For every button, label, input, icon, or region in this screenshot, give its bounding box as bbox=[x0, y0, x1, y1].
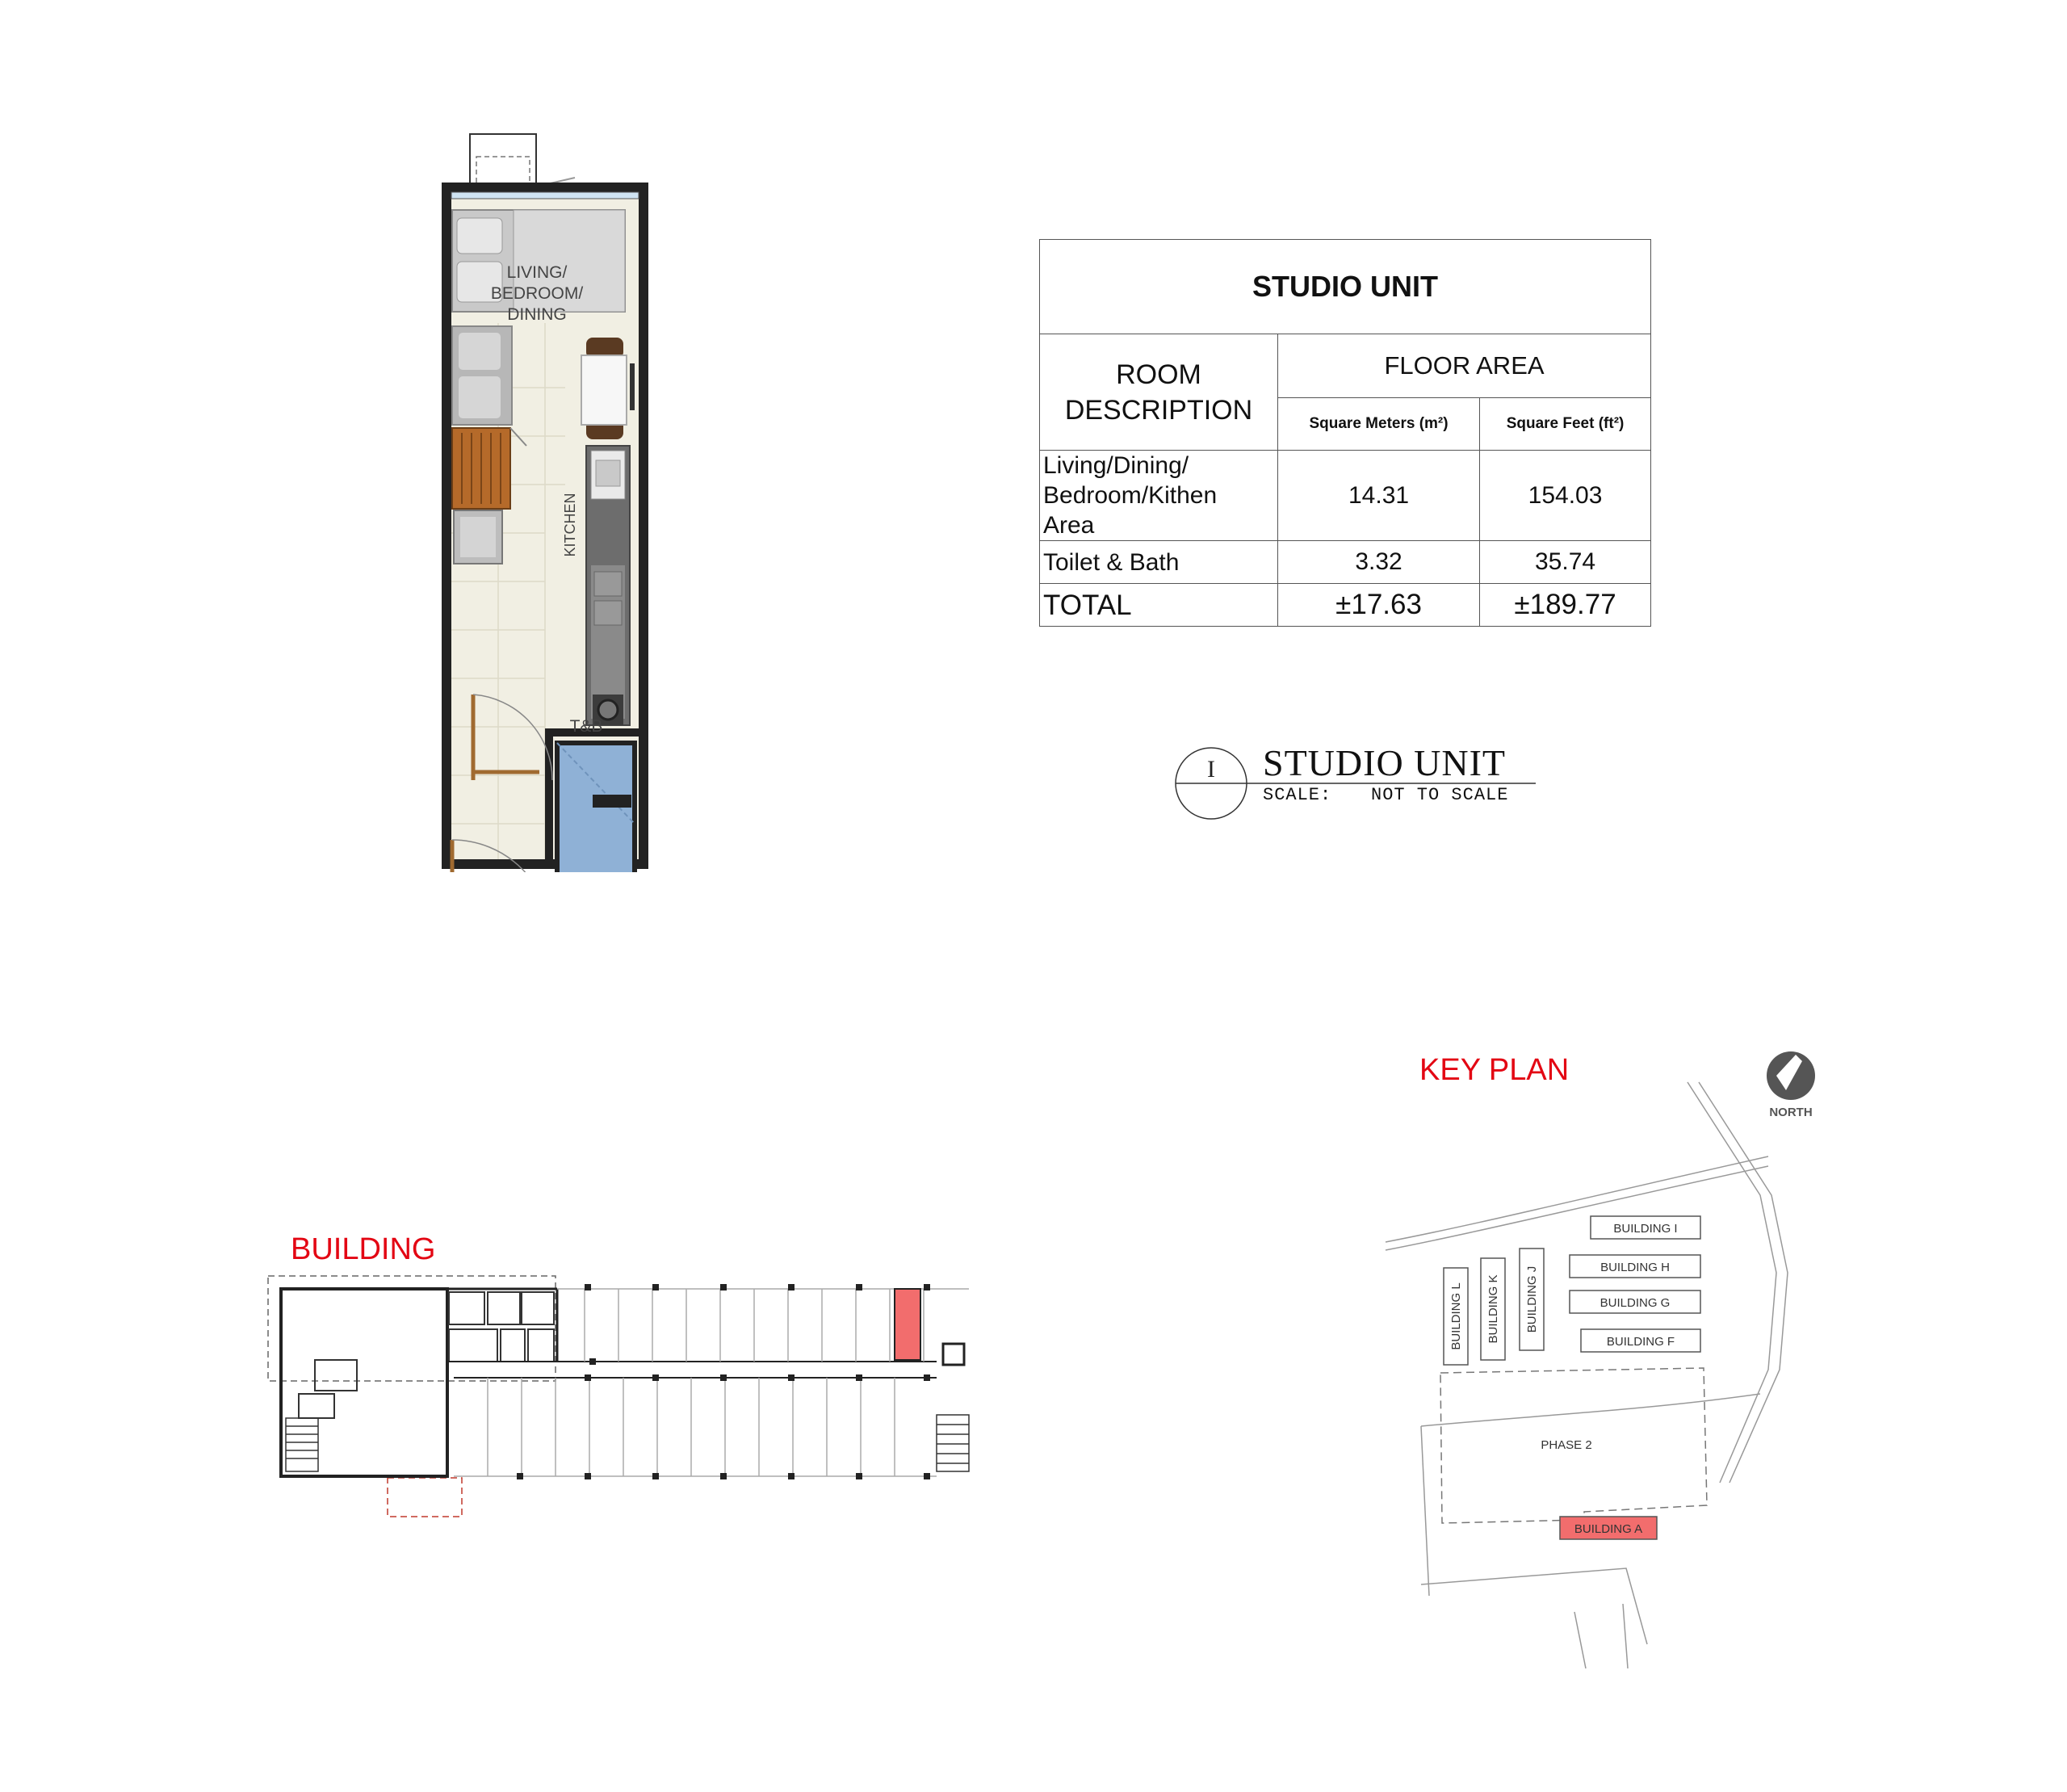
room-description-line-2: DESCRIPTION bbox=[1064, 394, 1253, 426]
area-table bbox=[1039, 239, 1651, 627]
key-building-g: BUILDING G bbox=[1600, 1296, 1671, 1310]
key-plan-map bbox=[1381, 1047, 1833, 1677]
highlighted-unit bbox=[895, 1289, 920, 1360]
row-description: Toilet & Bath bbox=[1040, 541, 1278, 584]
row-description-line-2: Bedroom/Kithen bbox=[1043, 482, 1218, 509]
room-label-living-2: BEDROOM/ bbox=[490, 284, 584, 303]
row-description-line-1: Living/Dining/ bbox=[1043, 452, 1189, 479]
room-label-tb: T&B bbox=[569, 717, 603, 736]
scale-value: NOT TO SCALE bbox=[1371, 785, 1509, 805]
row-description bbox=[1040, 451, 1278, 541]
row-sqm: 14.31 bbox=[1278, 451, 1480, 541]
room-label-living-1: LIVING/ bbox=[506, 263, 568, 282]
floor-area-header: FLOOR AREA bbox=[1278, 334, 1651, 398]
key-building-f: BUILDING F bbox=[1606, 1335, 1675, 1349]
key-building-h: BUILDING H bbox=[1600, 1261, 1670, 1274]
north-arrow-icon bbox=[1767, 1051, 1815, 1119]
table-title: STUDIO UNIT bbox=[1040, 240, 1651, 334]
room-label-kitchen: KITCHEN bbox=[562, 493, 578, 557]
studio-floor-plan bbox=[436, 129, 662, 872]
north-label: NORTH bbox=[1769, 1106, 1813, 1119]
key-plan-label: KEY PLAN bbox=[1419, 1053, 1570, 1087]
sqm-header: Square Meters (m²) bbox=[1278, 398, 1480, 451]
key-building-j: BUILDING J bbox=[1525, 1265, 1539, 1333]
row-description-line-3: Area bbox=[1043, 512, 1095, 539]
total-sqft: ±189.77 bbox=[1480, 584, 1651, 627]
key-building-a: BUILDING A bbox=[1574, 1522, 1643, 1536]
key-building-l: BUILDING L bbox=[1449, 1282, 1463, 1350]
scale-label: SCALE: bbox=[1263, 785, 1332, 805]
room-description-header bbox=[1040, 334, 1278, 451]
room-description-line-1: ROOM bbox=[1116, 359, 1201, 390]
table-row bbox=[1040, 451, 1651, 541]
title-number: I bbox=[1207, 756, 1215, 783]
row-sqm: 3.32 bbox=[1278, 541, 1480, 584]
drawing-title-block bbox=[1172, 741, 1536, 822]
row-sqft: 154.03 bbox=[1480, 451, 1651, 541]
key-phase-2: PHASE 2 bbox=[1541, 1438, 1592, 1452]
sqft-header: Square Feet (ft²) bbox=[1480, 398, 1651, 451]
building-floor-plan bbox=[266, 1273, 977, 1523]
table-row bbox=[1040, 541, 1651, 584]
key-building-k: BUILDING K bbox=[1486, 1274, 1500, 1344]
room-label-living-3: DINING bbox=[507, 305, 567, 324]
total-sqm: ±17.63 bbox=[1278, 584, 1480, 627]
table-total-row bbox=[1040, 584, 1651, 627]
total-label: TOTAL bbox=[1040, 584, 1278, 627]
row-sqft: 35.74 bbox=[1480, 541, 1651, 584]
drawing-title: STUDIO UNIT bbox=[1263, 742, 1507, 783]
building-label: BUILDING bbox=[291, 1232, 436, 1266]
key-building-i: BUILDING I bbox=[1613, 1222, 1678, 1236]
